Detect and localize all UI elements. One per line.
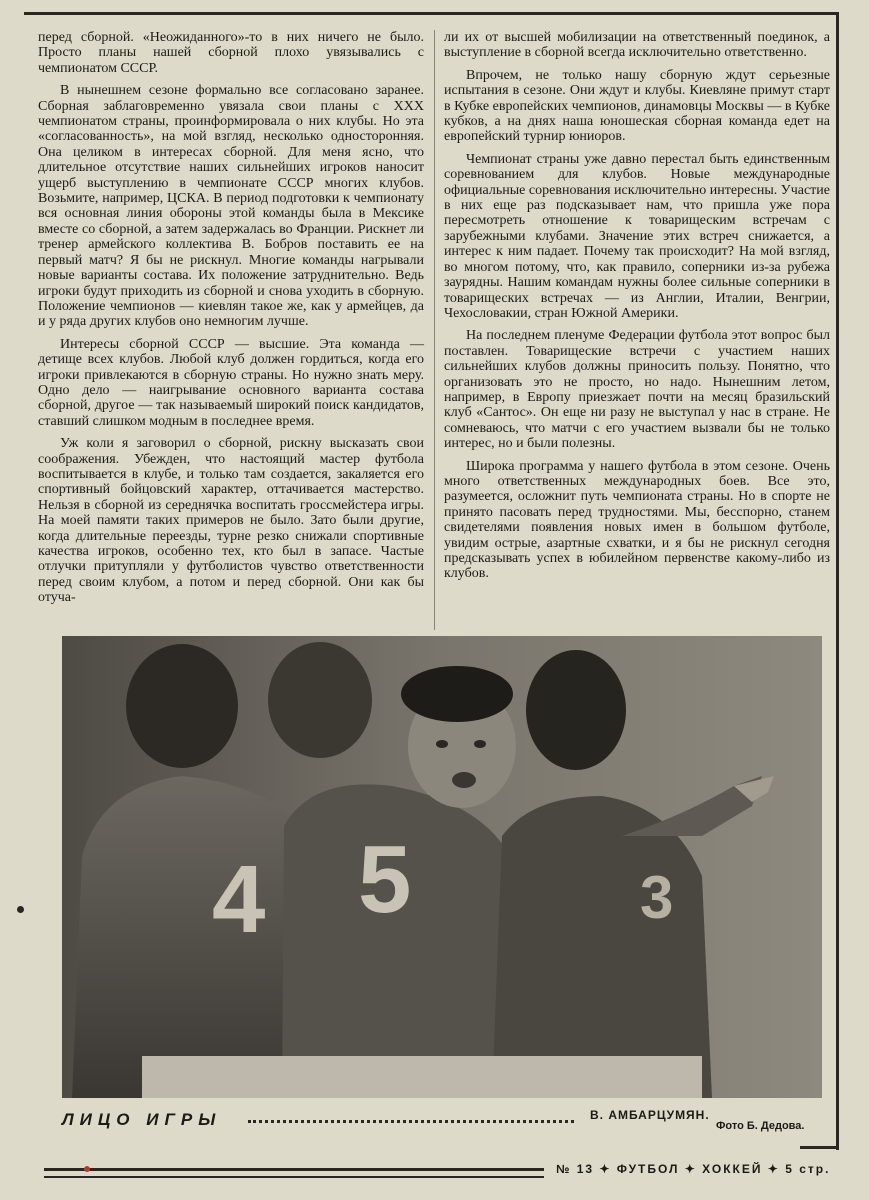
paragraph: Впрочем, не только нашу сборную ждут серьезные испытания в сезоне. Они ждут и клубы. Киевляне примут старт в Кубке европейских чемпионов, динамовцы Москвы — в Кубке кубков, а на днях наша юношеская сборная команда едет на европейский турнир юниоров. <box>444 67 830 145</box>
jersey-number: 3 <box>640 864 674 931</box>
column-divider <box>434 30 435 630</box>
caption-dotted-rule <box>248 1120 574 1123</box>
margin-mark <box>17 906 24 913</box>
jersey-number: 4 <box>212 846 266 953</box>
paragraph: Чемпионат страны уже давно перестал быть единственным соревнованием для клубов. Новые международные официальные соревнования исключительно интересны. Участие в них еще раз подсказывает нам, что пришла уже пора пересмотреть отношение к товарищеским встречам с зарубежными клубами. Значение этих встреч снижается, а интерес к ним падает. Почему так происходит? На мой взгляд, во многом потому, что, как правило, соперники из-за рубежа заурядны. Нашим командам нужны более сильные соперники в товарищеских встречах — из Англии, Италии, Венгрии, Чехословакии, стран Южной Америки. <box>444 151 830 321</box>
caption-title: ЛИЦО ИГРЫ <box>62 1110 222 1129</box>
player-head <box>268 642 372 758</box>
frame-border-right <box>836 12 839 1150</box>
caption-author: В. АМБАРЦУМЯН. <box>590 1108 710 1122</box>
paragraph: В нынешнем сезоне формально все согласовано заранее. Сборная заблаговременно увязала свои планы с XXX чемпионатом страны, проинформировала о них клубы. Но эта «согласованность», на мой взгляд, несколько односторонняя. Она целиком в интересах сборной. Для меня ясно, что длительное отсутствие наших сильнейших игроков наносит ущерб выступлению в чемпионате СССР многих клубов. Возьмите, например, ЦСКА. В период подготовки к чемпионату вся основная линия обороны этой команды была в Мексике вместе со сборной, а затем задержалась во Франции. Рискнет ли тренер армейского коллектива В. Бобров поставить ее на первый матч? Я бы не рискнул. Многие команды нагрывали новые варианты состава. Их положение затруднительно. Ведь игроки будут приходить из сборной и снова уходить в сборную. Положение чемпионов — киевлян такое же, как у армейцев, да и у ряда других клубов оно немногим лучше. <box>38 83 424 330</box>
paragraph: перед сборной. «Неожиданного»-то в них ничего не было. Просто планы нашей сборной плохо увязывались с чемпионатом СССР. <box>38 30 424 76</box>
paragraph: Уж коли я заговорил о сборной, рискну высказать свои соображения. Убежден, что настоящий мастер футбола воспитывается в клубе, и только там создается, закаляется его спортивный бойцовский характер, оттачивается мастерство. Нельзя в сборной из середнячка воспитать гроссмейстера игры. На моей памяти таких примеров не было. Зато были другие, когда длительные переезды, турне резко снижали спортивные качества игроков, особенно тех, кто был в запасе. Частые отлучки притупляли у футболистов чувство ответственности перед своим клубом, а потом и перед сборной. Они как бы отуча- <box>38 436 424 606</box>
photo-credit: Фото Б. Дедова. <box>716 1120 805 1132</box>
jersey-number: 5 <box>358 826 412 933</box>
paragraph: ли их от высшей мобилизации на ответственный поединок, а выступление в сборной всегда исключительно ответственно. <box>444 30 830 61</box>
player-jersey <box>492 796 712 1098</box>
photo-illustration <box>62 636 822 1098</box>
player-shorts <box>142 1056 702 1098</box>
footer-rule <box>44 1168 544 1171</box>
article-column-right <box>444 30 830 582</box>
footer-issue-info: № 13 ✦ ФУТБОЛ ✦ ХОККЕЙ ✦ 5 стр. <box>556 1162 831 1176</box>
paragraph: На последнем пленуме Федерации футбола этот вопрос был поставлен. Товарищеские встречи с участием наших сильнейших клубов должны приносить пользу. Понятно, что организовать это не просто, но надо. Нынешним летом, например, в Европу приезжает почти на месяц бразильский клуб «Сантос». Он еще ни разу не выступал у нас в стране. Не сомневаюсь, что матчи с его участием вызвали бы не только интерес, но и были полезны. <box>444 328 830 452</box>
player-head <box>526 650 626 770</box>
page-footer <box>40 1158 830 1188</box>
article-column-left <box>38 30 424 606</box>
footer-mark <box>84 1166 90 1172</box>
paragraph: Широка программа у нашего футбола в этом сезоне. Очень много ответственных международных боев. Все это, разумеется, осложнит путь чемпионата страны. Но в спорте не принято пасовать перед трудностями. Мы, бесспорно, станем свидетелями появления новых имен в большом футболе, увидим острые, азартные схватки, и я бы не рискнул сегодня предсказывать успех в юбилейном первенстве какому-либо из клубов. <box>444 458 830 582</box>
player-hair <box>401 666 513 722</box>
paragraph: Интересы сборной СССР — высшие. Эта команда — детище всех клубов. Любой клуб должен гордиться, когда его игроки привлекаются в сборную страны. Но нужно знать меру. Одно дело — наигрывание основного варианта состава сборной, другое — так называемый широкий поиск кандидатов, ставший слишком модным в последнее время. <box>38 336 424 429</box>
frame-border-top <box>24 12 836 15</box>
photo-caption <box>62 1106 822 1136</box>
player-head <box>126 644 238 768</box>
frame-border-corner <box>800 1146 839 1149</box>
football-players-photo <box>62 636 822 1098</box>
footer-rule <box>44 1176 544 1178</box>
